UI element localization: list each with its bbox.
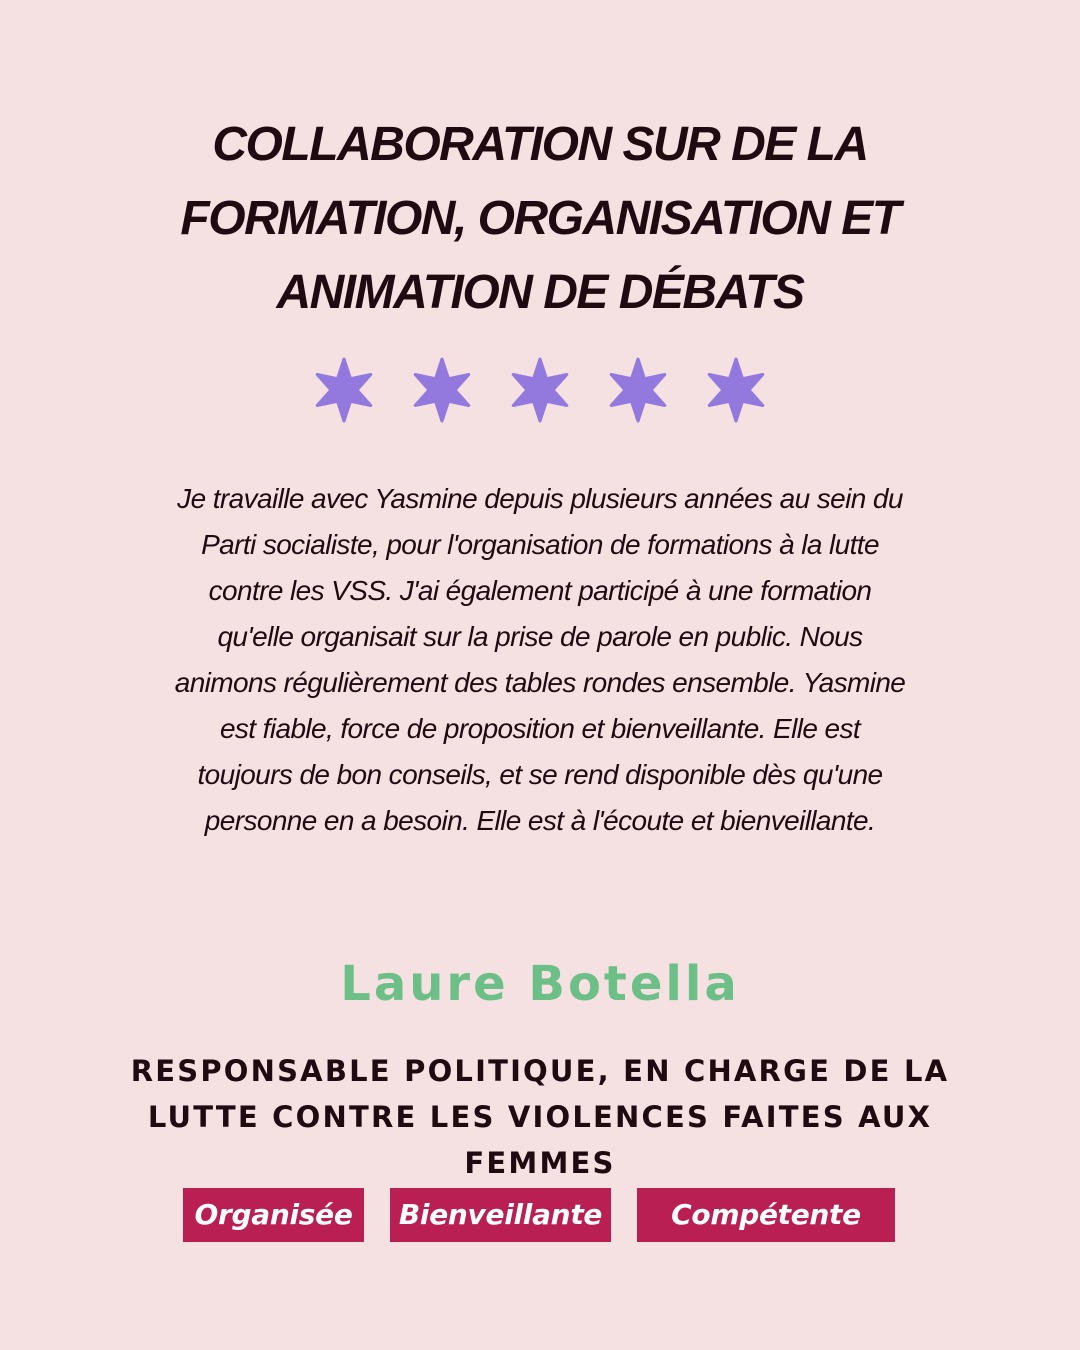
tag-bienveillante: Bienveillante (390, 1188, 611, 1242)
author-role: RESPONSABLE POLITIQUE, EN CHARGE DE LA LUTTE CONTRE LES VIOLENCES FAITES AUX FEMMES (130, 1054, 950, 1180)
tag-organisee: Organisée (183, 1188, 364, 1242)
star-icon (310, 356, 378, 424)
star-icon (506, 356, 574, 424)
star-icon (408, 356, 476, 424)
author-name: Laure Botella (340, 956, 740, 1012)
page-title: COLLABORATION SUR DE LA FORMATION, ORGANISATION ET ANIMATION DE DÉBATS (180, 118, 900, 319)
quality-tags (0, 1188, 1080, 1242)
tag-competente: Compétente (637, 1188, 895, 1242)
star-icon (702, 356, 770, 424)
star-rating (0, 356, 1080, 430)
star-icon (604, 356, 672, 424)
testimonial-quote: Je travaille avec Yasmine depuis plusieurs années au sein du Parti socialiste, pour l'organisation de formations à la lutte contre les VSS. J'ai également participé à une formation qu'elle organisait sur la prise de parole en public. Nous animons régulièrement des tables rondes ensemble. Yasmine est fiable, force de proposition et bienveillante. Elle est toujours de bon conseils, et se rend disponible dès qu'une personne en a besoin. Elle est à l'écoute et bienveillante. (174, 483, 906, 836)
